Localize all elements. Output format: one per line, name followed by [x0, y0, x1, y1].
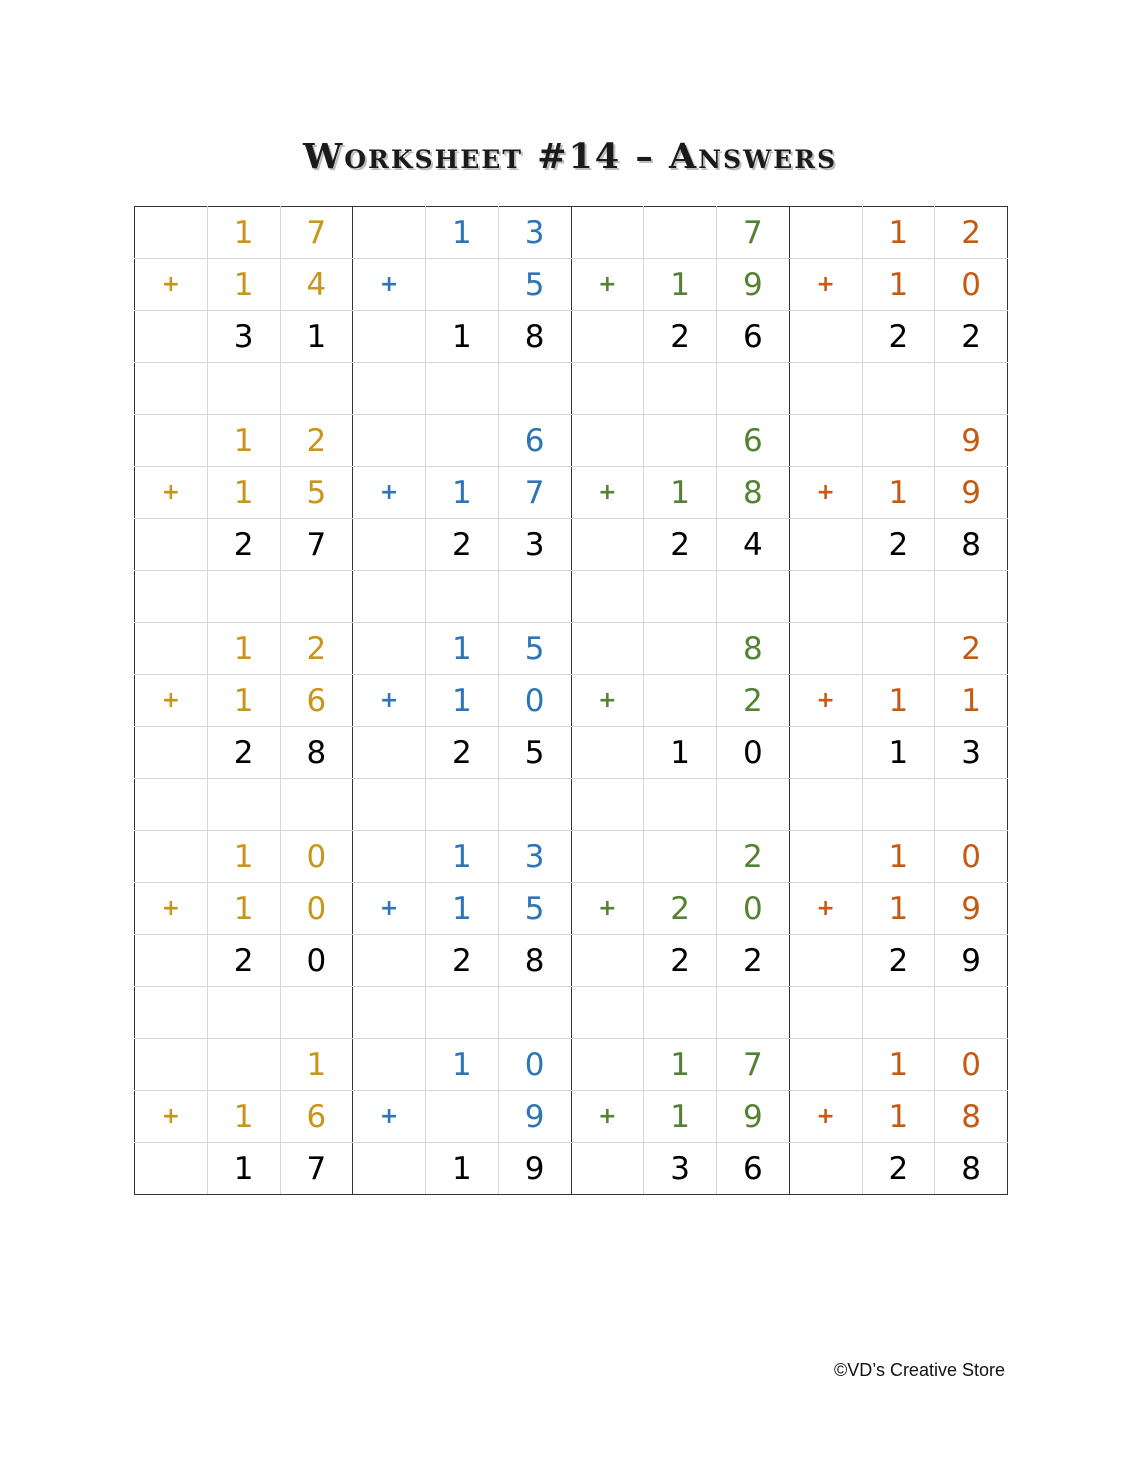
problem-row-top — [135, 1039, 1008, 1091]
top-digit: 1 — [426, 831, 499, 883]
answer-digit: 8 — [935, 519, 1008, 571]
top-digit: 1 — [862, 1039, 935, 1091]
problem-row-answer — [135, 1143, 1008, 1195]
bottom-digit: 9 — [717, 259, 790, 311]
top-digit — [789, 831, 862, 883]
empty-cell — [644, 987, 717, 1039]
bottom-digit — [426, 259, 499, 311]
problem-row-bottom — [135, 259, 1008, 311]
empty-cell — [935, 987, 1008, 1039]
top-digit — [135, 207, 208, 259]
bottom-digit: 6 — [280, 1091, 353, 1143]
top-digit — [644, 623, 717, 675]
top-digit — [571, 623, 644, 675]
empty-cell — [935, 779, 1008, 831]
copyright-footer: ©VD’s Creative Store — [834, 1360, 1005, 1380]
top-digit — [135, 623, 208, 675]
answer-digit: 1 — [426, 311, 499, 363]
answer-digit: 8 — [498, 935, 571, 987]
plus-sign: + — [353, 1091, 426, 1143]
top-digit: 6 — [717, 415, 790, 467]
top-digit: 2 — [935, 623, 1008, 675]
answer-digit — [789, 519, 862, 571]
empty-cell — [644, 779, 717, 831]
top-digit — [644, 831, 717, 883]
bottom-digit: 9 — [717, 1091, 790, 1143]
answer-digit — [571, 519, 644, 571]
empty-cell — [280, 779, 353, 831]
bottom-digit: 1 — [207, 467, 280, 519]
bottom-digit: 1 — [935, 675, 1008, 727]
answer-digit — [789, 935, 862, 987]
empty-cell — [426, 779, 499, 831]
top-digit — [571, 207, 644, 259]
empty-cell — [426, 987, 499, 1039]
answer-digit — [571, 727, 644, 779]
top-digit: 1 — [207, 831, 280, 883]
empty-cell — [498, 571, 571, 623]
plus-sign: + — [135, 675, 208, 727]
answer-digit — [789, 311, 862, 363]
plus-sign: + — [571, 259, 644, 311]
problem-row-bottom — [135, 1091, 1008, 1143]
problem-row-answer — [135, 727, 1008, 779]
bottom-digit: 9 — [935, 883, 1008, 935]
answer-digit: 2 — [644, 519, 717, 571]
plus-sign: + — [571, 1091, 644, 1143]
answer-digit: 2 — [862, 935, 935, 987]
answer-digit: 2 — [207, 727, 280, 779]
top-digit — [644, 415, 717, 467]
top-digit — [862, 415, 935, 467]
answer-digit: 2 — [644, 935, 717, 987]
answer-digit: 1 — [207, 1143, 280, 1195]
bottom-digit: 5 — [280, 467, 353, 519]
problem-row-answer — [135, 519, 1008, 571]
bottom-digit: 4 — [280, 259, 353, 311]
empty-cell — [280, 363, 353, 415]
plus-sign: + — [353, 467, 426, 519]
empty-cell — [207, 987, 280, 1039]
empty-cell — [571, 779, 644, 831]
answer-digit: 2 — [207, 519, 280, 571]
spacer-row — [135, 363, 1008, 415]
top-digit — [353, 623, 426, 675]
bottom-digit: 1 — [207, 1091, 280, 1143]
plus-sign: + — [789, 467, 862, 519]
top-digit: 1 — [207, 415, 280, 467]
answer-digit: 6 — [717, 311, 790, 363]
empty-cell — [717, 987, 790, 1039]
top-digit: 1 — [207, 207, 280, 259]
empty-cell — [353, 571, 426, 623]
empty-cell — [644, 363, 717, 415]
top-digit — [135, 831, 208, 883]
top-digit — [789, 623, 862, 675]
top-digit: 0 — [935, 831, 1008, 883]
empty-cell — [426, 571, 499, 623]
empty-cell — [862, 571, 935, 623]
answer-digit: 3 — [207, 311, 280, 363]
plus-sign: + — [789, 1091, 862, 1143]
plus-sign: + — [789, 883, 862, 935]
answer-digit: 8 — [280, 727, 353, 779]
answer-digit: 9 — [935, 935, 1008, 987]
problem-row-bottom — [135, 675, 1008, 727]
answer-digit: 2 — [862, 519, 935, 571]
answer-digit: 7 — [280, 519, 353, 571]
answer-digit: 2 — [426, 727, 499, 779]
answer-digit: 3 — [498, 519, 571, 571]
answer-digit — [789, 1143, 862, 1195]
plus-sign: + — [353, 259, 426, 311]
plus-sign: + — [353, 675, 426, 727]
answer-digit: 2 — [644, 311, 717, 363]
top-digit: 9 — [935, 415, 1008, 467]
spacer-row — [135, 571, 1008, 623]
bottom-digit: 1 — [644, 467, 717, 519]
bottom-digit: 8 — [935, 1091, 1008, 1143]
top-digit: 1 — [862, 207, 935, 259]
empty-cell — [789, 571, 862, 623]
top-digit: 2 — [280, 623, 353, 675]
empty-cell — [353, 779, 426, 831]
top-digit — [135, 415, 208, 467]
empty-cell — [280, 987, 353, 1039]
answer-digit: 9 — [498, 1143, 571, 1195]
top-digit — [571, 1039, 644, 1091]
empty-cell — [935, 571, 1008, 623]
problem-row-top — [135, 415, 1008, 467]
empty-cell — [717, 363, 790, 415]
top-digit: 5 — [498, 623, 571, 675]
answer-digit: 0 — [280, 935, 353, 987]
top-digit: 1 — [426, 623, 499, 675]
empty-cell — [353, 987, 426, 1039]
answer-digit: 0 — [717, 727, 790, 779]
answer-digit — [353, 935, 426, 987]
problem-row-top — [135, 623, 1008, 675]
bottom-digit: 0 — [717, 883, 790, 935]
answer-digit: 2 — [935, 311, 1008, 363]
bottom-digit — [426, 1091, 499, 1143]
empty-cell — [207, 363, 280, 415]
answer-digit — [789, 727, 862, 779]
answer-digit — [353, 727, 426, 779]
top-digit: 7 — [717, 1039, 790, 1091]
bottom-digit: 1 — [862, 259, 935, 311]
bottom-digit: 1 — [207, 883, 280, 935]
problem-row-top — [135, 831, 1008, 883]
top-digit — [135, 1039, 208, 1091]
answer-digit: 1 — [280, 311, 353, 363]
bottom-digit: 5 — [498, 883, 571, 935]
empty-cell — [498, 779, 571, 831]
bottom-digit: 1 — [862, 883, 935, 935]
top-digit: 1 — [644, 1039, 717, 1091]
plus-sign: + — [135, 467, 208, 519]
top-digit: 0 — [935, 1039, 1008, 1091]
top-digit — [862, 623, 935, 675]
top-digit — [353, 831, 426, 883]
empty-cell — [135, 987, 208, 1039]
bottom-digit: 1 — [862, 467, 935, 519]
answer-digit: 5 — [498, 727, 571, 779]
empty-cell — [426, 363, 499, 415]
top-digit: 3 — [498, 831, 571, 883]
empty-cell — [498, 987, 571, 1039]
top-digit — [789, 415, 862, 467]
top-digit: 1 — [207, 623, 280, 675]
answer-digit — [135, 1143, 208, 1195]
top-digit: 1 — [426, 207, 499, 259]
bottom-digit: 1 — [426, 675, 499, 727]
empty-cell — [862, 363, 935, 415]
top-digit: 6 — [498, 415, 571, 467]
plus-sign: + — [571, 675, 644, 727]
empty-cell — [207, 571, 280, 623]
answer-digit — [571, 311, 644, 363]
top-digit — [789, 207, 862, 259]
empty-cell — [717, 571, 790, 623]
spacer-row — [135, 987, 1008, 1039]
problem-row-answer — [135, 311, 1008, 363]
answer-digit: 3 — [644, 1143, 717, 1195]
bottom-digit: 5 — [498, 259, 571, 311]
bottom-digit: 1 — [862, 675, 935, 727]
empty-cell — [644, 571, 717, 623]
bottom-digit: 1 — [862, 1091, 935, 1143]
top-digit: 0 — [280, 831, 353, 883]
answer-digit: 6 — [717, 1143, 790, 1195]
plus-sign: + — [571, 467, 644, 519]
answer-digit: 7 — [280, 1143, 353, 1195]
bottom-digit: 1 — [426, 467, 499, 519]
empty-cell — [135, 779, 208, 831]
answer-digit: 1 — [426, 1143, 499, 1195]
bottom-digit: 9 — [935, 467, 1008, 519]
bottom-digit: 1 — [207, 259, 280, 311]
answer-digit: 8 — [498, 311, 571, 363]
top-digit — [353, 207, 426, 259]
top-digit — [789, 1039, 862, 1091]
answer-digit — [353, 519, 426, 571]
problem-row-top — [135, 207, 1008, 259]
answer-digit: 1 — [644, 727, 717, 779]
bottom-digit: 1 — [644, 259, 717, 311]
answer-digit: 4 — [717, 519, 790, 571]
bottom-digit: 8 — [717, 467, 790, 519]
empty-cell — [353, 363, 426, 415]
answer-digit: 2 — [207, 935, 280, 987]
answer-digit — [571, 935, 644, 987]
bottom-digit: 2 — [717, 675, 790, 727]
bottom-digit: 6 — [280, 675, 353, 727]
plus-sign: + — [789, 675, 862, 727]
top-digit — [644, 207, 717, 259]
bottom-digit: 0 — [935, 259, 1008, 311]
empty-cell — [207, 779, 280, 831]
top-digit: 2 — [935, 207, 1008, 259]
empty-cell — [498, 363, 571, 415]
top-digit: 1 — [426, 1039, 499, 1091]
top-digit: 0 — [498, 1039, 571, 1091]
answer-digit — [353, 311, 426, 363]
bottom-digit: 2 — [644, 883, 717, 935]
answer-digit — [571, 1143, 644, 1195]
empty-cell — [135, 363, 208, 415]
empty-cell — [571, 363, 644, 415]
answer-digit — [135, 311, 208, 363]
top-digit: 1 — [280, 1039, 353, 1091]
empty-cell — [571, 987, 644, 1039]
answer-digit: 8 — [935, 1143, 1008, 1195]
problem-row-bottom — [135, 467, 1008, 519]
answer-digit: 2 — [862, 311, 935, 363]
bottom-digit: 9 — [498, 1091, 571, 1143]
plus-sign: + — [135, 259, 208, 311]
empty-cell — [789, 363, 862, 415]
top-digit: 2 — [717, 831, 790, 883]
bottom-digit: 7 — [498, 467, 571, 519]
answer-digit: 3 — [935, 727, 1008, 779]
bottom-digit: 0 — [498, 675, 571, 727]
plus-sign: + — [571, 883, 644, 935]
bottom-digit — [644, 675, 717, 727]
problem-row-answer — [135, 935, 1008, 987]
top-digit — [353, 415, 426, 467]
top-digit — [571, 415, 644, 467]
empty-cell — [935, 363, 1008, 415]
empty-cell — [862, 987, 935, 1039]
bottom-digit: 1 — [426, 883, 499, 935]
plus-sign: + — [135, 1091, 208, 1143]
answer-digit — [135, 935, 208, 987]
top-digit — [353, 1039, 426, 1091]
plus-sign: + — [135, 883, 208, 935]
bottom-digit: 0 — [280, 883, 353, 935]
empty-cell — [717, 779, 790, 831]
empty-cell — [135, 571, 208, 623]
spacer-row — [135, 779, 1008, 831]
answer-digit: 2 — [426, 935, 499, 987]
empty-cell — [789, 779, 862, 831]
empty-cell — [789, 987, 862, 1039]
answer-digit — [135, 519, 208, 571]
top-digit: 8 — [717, 623, 790, 675]
top-digit: 1 — [862, 831, 935, 883]
worksheet-title: Worksheet #14 – Answers — [302, 136, 838, 177]
top-digit: 3 — [498, 207, 571, 259]
answer-digit — [353, 1143, 426, 1195]
bottom-digit: 1 — [644, 1091, 717, 1143]
plus-sign: + — [789, 259, 862, 311]
top-digit: 2 — [280, 415, 353, 467]
problem-row-bottom — [135, 883, 1008, 935]
empty-cell — [571, 571, 644, 623]
empty-cell — [280, 571, 353, 623]
answer-digit: 2 — [426, 519, 499, 571]
top-digit: 7 — [717, 207, 790, 259]
top-digit — [571, 831, 644, 883]
answer-digit: 1 — [862, 727, 935, 779]
addition-problems-grid — [134, 206, 1008, 1195]
plus-sign: + — [353, 883, 426, 935]
answer-digit: 2 — [862, 1143, 935, 1195]
answer-digit: 2 — [717, 935, 790, 987]
top-digit: 7 — [280, 207, 353, 259]
bottom-digit: 1 — [207, 675, 280, 727]
answer-digit — [135, 727, 208, 779]
top-digit — [426, 415, 499, 467]
top-digit — [207, 1039, 280, 1091]
empty-cell — [862, 779, 935, 831]
